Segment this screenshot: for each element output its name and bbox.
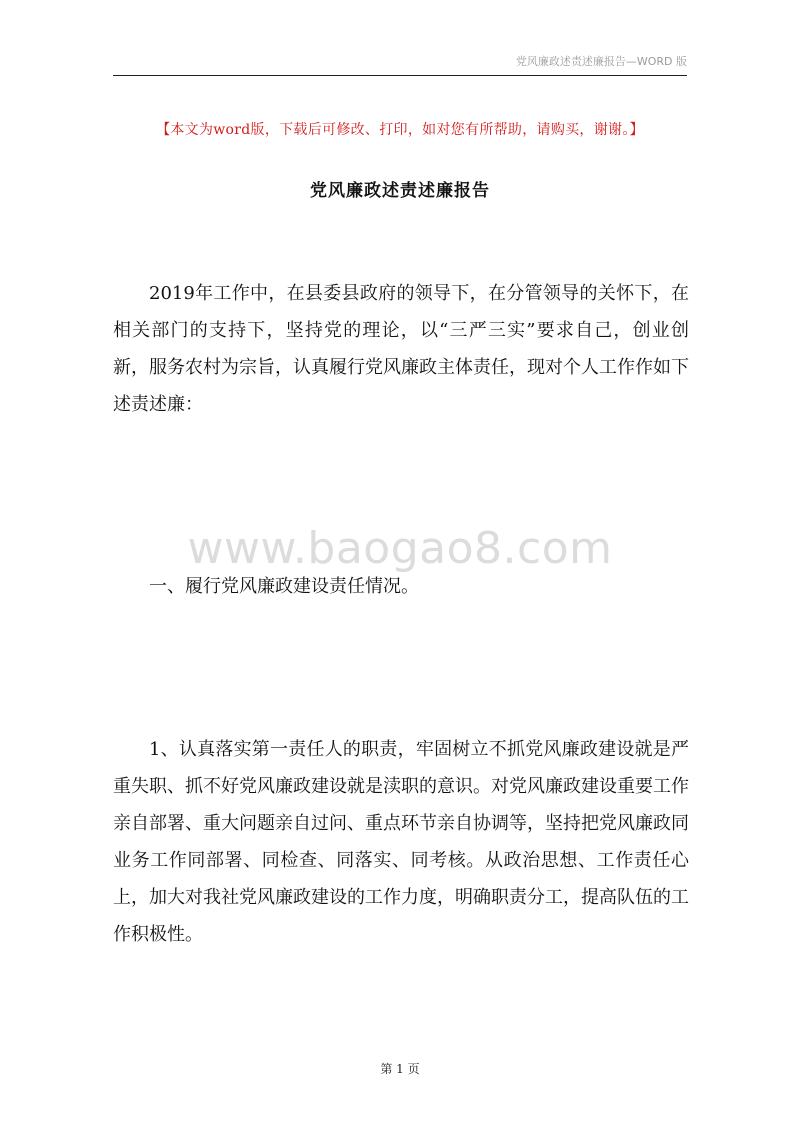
document-title: 党风廉政述责述廉报告	[310, 181, 490, 201]
body-paragraph: 1、认真落实第一责任人的职责，牢固树立不抓党风廉政建设就是严重失职、抓不好党风廉政建设就是渎职的意识。对党风廉政建设重要工作亲自部署、重大问题亲自过问、重点环节亲自协调等，坚持把党风廉政同业务工作同部署、同检查、同落实、同考核。从政治思想、工作责任心上，加大对我社党风廉政建设的工作力度，明确职责分工，提高队伍的工作积极性。	[113, 739, 689, 945]
intro-paragraph: 2019年工作中，在县委县政府的领导下，在分管领导的关怀下，在相关部门的支持下，坚持党的理论，以“三严三实”要求自己，创业创新，服务农村为宗旨，认真履行党风廉政主体责任，现对个人工作作如下述责述廉：	[113, 283, 689, 415]
watermark: www.baogao8.com	[187, 523, 613, 574]
page-number: 第 1 页	[380, 1062, 420, 1076]
header-divider	[113, 75, 687, 76]
purchase-notice: 【本文为word版，下载后可修改、打印，如对您有所帮助，请购买，谢谢。】	[156, 122, 644, 138]
running-header: 党风廉政述责述廉报告—WORD 版	[515, 55, 687, 68]
section-heading: 一、履行党风廉政建设责任情况。	[149, 576, 419, 597]
